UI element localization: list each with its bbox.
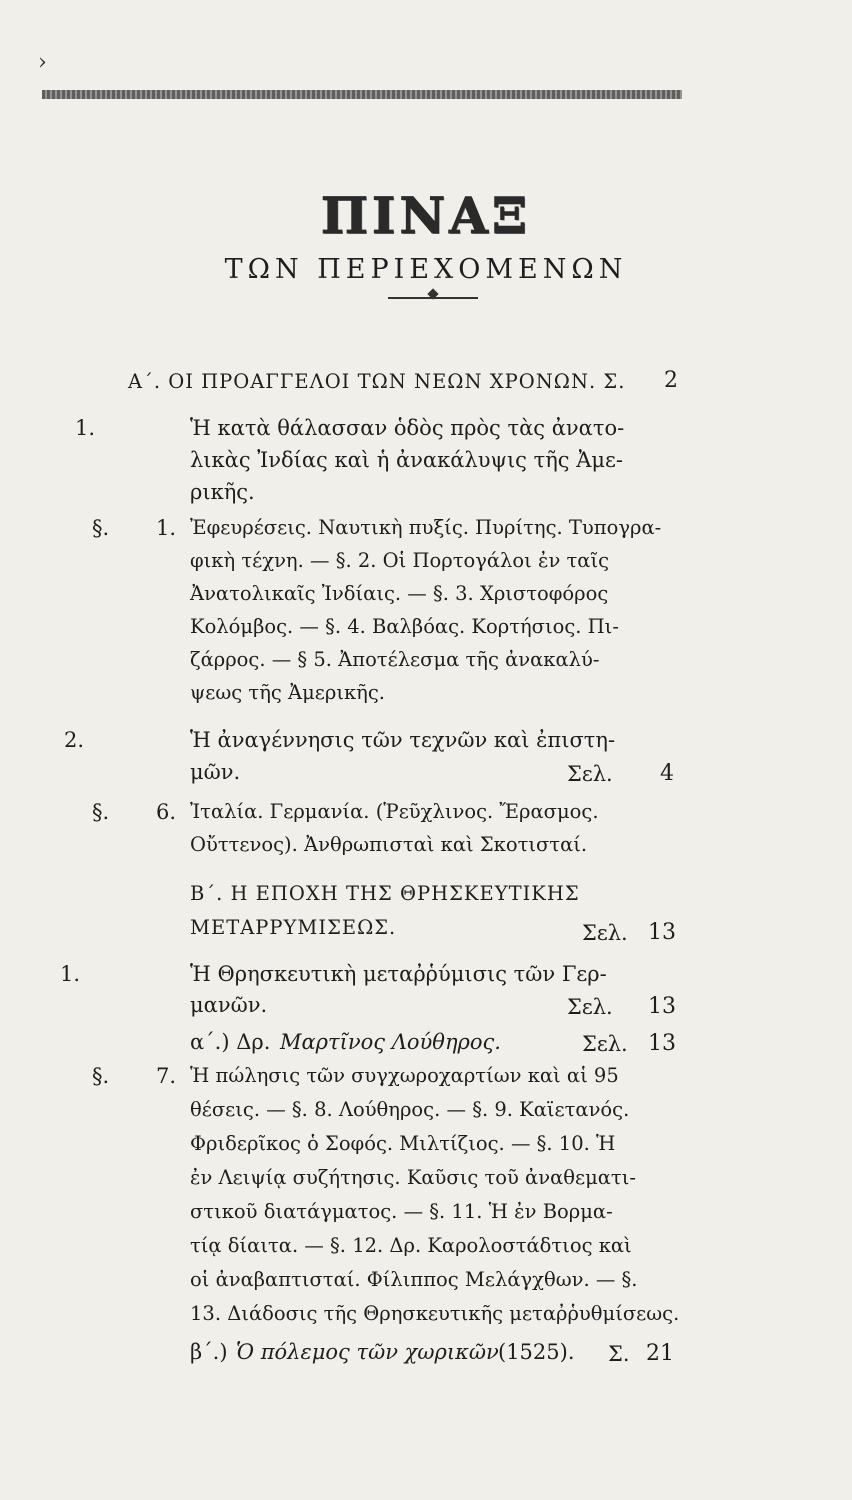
paragraph-line: τίᾳ δίαιτα. — §. 12. Δρ. Καρολοστάδτιος καὶ bbox=[190, 1234, 632, 1257]
paragraph-line: Ἐφευρέσεις. Ναυτικὴ πυξίς. Πυρίτης. Τυπογρα- bbox=[190, 516, 662, 539]
page-ref-label: Σελ. bbox=[567, 762, 613, 786]
page-ref-number: 4 bbox=[660, 761, 674, 786]
page-ref-label: Σελ. bbox=[567, 995, 613, 1019]
chapter-a-page: 2 bbox=[664, 368, 678, 393]
chapter-a-item2-number: 2. bbox=[64, 728, 85, 752]
section-mark: §. bbox=[92, 800, 110, 824]
paragraph-line: θέσεις. — §. 8. Λούθηρος. — §. 9. Καϊετανός. bbox=[190, 1098, 630, 1121]
chapter-b-item1-line2: μανῶν. bbox=[190, 993, 268, 1017]
sub-entry-title: Μαρτῖνος Λούθηρος. bbox=[280, 1030, 501, 1054]
sub-entry-label: α΄.) Δρ. bbox=[190, 1030, 271, 1054]
paragraph-number: 1. bbox=[156, 516, 177, 540]
sub-entry-title: Ὁ πόλεμος τῶν χωρικῶν bbox=[236, 1340, 499, 1364]
page-subtitle: ΤΩΝ ΠΕΡΙΕΧΟΜΕΝΩΝ bbox=[224, 254, 628, 285]
paragraph-number: 7. bbox=[156, 1064, 177, 1088]
paragraph-line: Ἡ πώλησις τῶν συγχωροχαρτίων καὶ αἱ 95 bbox=[190, 1064, 619, 1087]
sub-entry-year: (1525). bbox=[498, 1340, 575, 1364]
chapter-b-heading-line2: ΜΕΤΑΡΡΥΜΙΣΕΩΣ. bbox=[190, 916, 397, 939]
paragraph-line: Οὔττενος). Ἀνθρωπισταὶ καὶ Σκοτισταί. bbox=[190, 833, 588, 856]
chapter-a-item1-number: 1. bbox=[75, 416, 96, 440]
chapter-b-item1-line1: Ἡ Θρησκευτικὴ μεταῤῥύμισις τῶν Γερ- bbox=[190, 962, 607, 986]
page-ref-label: Σελ. bbox=[582, 1032, 628, 1056]
paragraph-line: Ἰταλία. Γερμανία. (Ῥεῦχλινος. Ἔρασμος. bbox=[190, 800, 599, 823]
chapter-a-heading: Α΄. ΟΙ ΠΡΟΑΓΓΕΛΟΙ ΤΩΝ ΝΕΩΝ ΧΡΟΝΩΝ. Σ. bbox=[128, 370, 626, 393]
paragraph-line: οἱ ἀναβαπτισταί. Φίλιππος Μελάγχθων. — §. bbox=[190, 1268, 638, 1291]
chapter-a-item1-line3: ρικῆς. bbox=[190, 480, 255, 504]
top-ornamental-rule bbox=[42, 90, 682, 99]
chapter-a-item1-line1: Ἡ κατὰ θάλασσαν ὁδὸς πρὸς τὰς ἀνατο- bbox=[190, 416, 625, 440]
paragraph-line: ζάρρος. — § 5. Ἀποτέλεσμα τῆς ἀνακαλύ- bbox=[190, 648, 600, 671]
chapter-b-heading-line1: Β΄. Η ΕΠΟΧΗ ΤΗΣ ΘΡΗΣΚΕΥΤΙΚΗΣ bbox=[190, 882, 580, 905]
sub-entry-label: β΄.) bbox=[190, 1340, 228, 1364]
page-title: ΠΙΝΑΞ bbox=[320, 186, 532, 245]
paragraph-line: 13. Διάδοσις τῆς Θρησκευτικῆς μεταῤῥυθμίσεως. bbox=[190, 1302, 680, 1325]
section-mark: §. bbox=[92, 516, 110, 540]
paragraph-line: ψεως τῆς Ἀμερικῆς. bbox=[190, 681, 385, 704]
chapter-b-item1-number: 1. bbox=[60, 962, 81, 986]
page-ref-number: 13 bbox=[648, 994, 676, 1019]
page-ref-number: 13 bbox=[648, 1031, 676, 1056]
chapter-a-item1-line2: λικὰς Ἰνδίας καὶ ἡ ἀνακάλυψις τῆς Ἀμε- bbox=[190, 448, 624, 472]
page-ref-label: Σ. bbox=[608, 1342, 630, 1366]
paragraph-line: ἐν Λειψίᾳ συζήτησις. Καῦσις τοῦ ἀναθεματι- bbox=[190, 1166, 636, 1189]
chapter-a-item2-line2: μῶν. bbox=[190, 760, 241, 784]
chapter-a-item2-line1: Ἡ ἀναγέννησις τῶν τεχνῶν καὶ ἐπιστη- bbox=[190, 728, 616, 752]
page-ref-number: 21 bbox=[646, 1341, 674, 1366]
page-ref-label: Σελ. bbox=[582, 921, 628, 945]
paragraph-line: φικὴ τέχνη. — §. 2. Οἱ Πορτογάλοι ἐν ταῖς bbox=[190, 549, 610, 572]
paragraph-line: Κολόμβος. — §. 4. Βαλβόας. Κορτήσιος. Πι- bbox=[190, 615, 619, 638]
paragraph-number: 6. bbox=[156, 800, 177, 824]
paragraph-line: Ἀνατολικαῖς Ἰνδίαις. — §. 3. Χριστοφόρος bbox=[190, 582, 609, 605]
page-ref-number: 13 bbox=[648, 920, 676, 945]
corner-mark: › bbox=[38, 50, 47, 75]
section-mark: §. bbox=[92, 1064, 110, 1088]
paragraph-line: Φριδερῖκος ὁ Σοφός. Μιλτίζιος. — §. 10. Ἡ bbox=[190, 1132, 616, 1155]
paragraph-line: στικοῦ διατάγματος. — §. 11. Ἡ ἐν Βορμα- bbox=[190, 1200, 613, 1223]
